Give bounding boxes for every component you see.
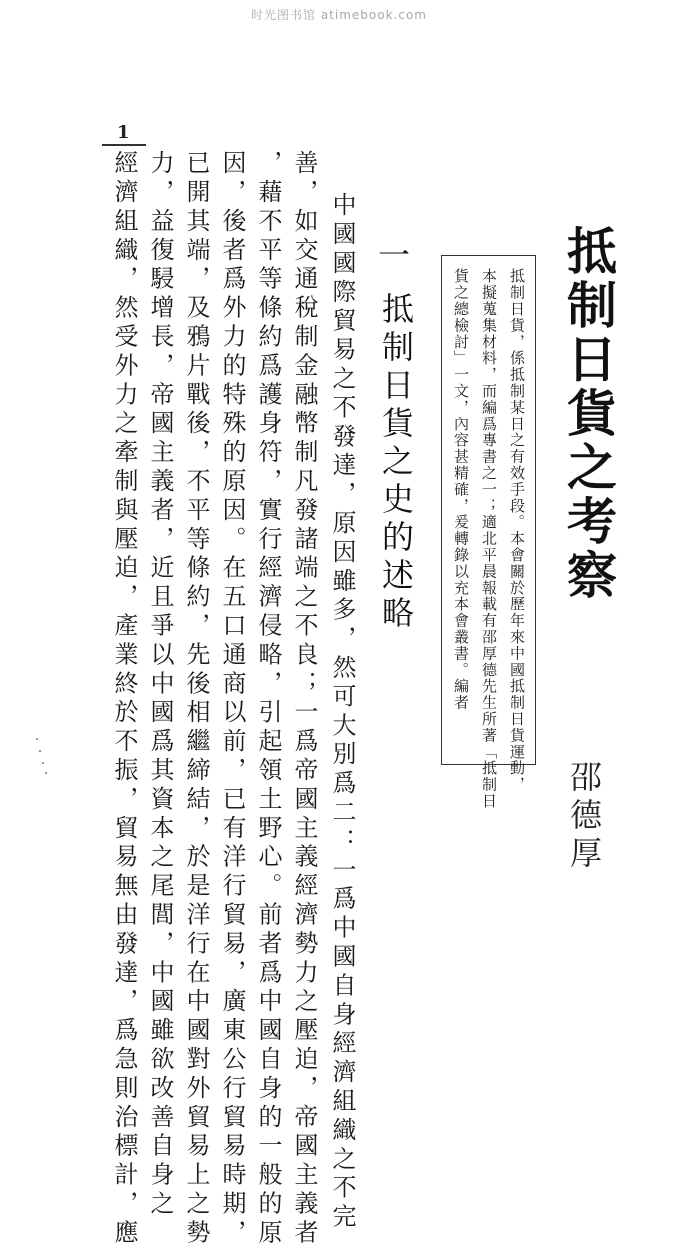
article-title: 抵制日貨之考察 [559,225,618,603]
editor-note-box [441,255,536,810]
page-number: 1 [117,122,130,143]
editor-note-line: 本擬蒐集材料，而編爲專書之一；適北平晨報載有邵厚德先生所著「抵制日 [480,268,498,810]
body-text-line: 善，如交通稅制金融幣制凡發諸端之不良；一爲帝國主義經濟勢力之壓迫，帝國主義者 [290,150,318,1248]
editor-note-line: 貨之總檢討」一文，內容甚精確，爰轉錄以充本會叢書。編者 [452,268,470,711]
section-title: 抵制日貨之史的述略 [377,292,415,634]
page-number-rule [102,144,146,146]
author-name: 邵德厚 [565,760,603,874]
editor-note-line: 抵制日貨，係抵制某日之有效手段。本會關於歷年來中國抵制日貨運動， [508,268,526,793]
section-number: 一 [373,238,411,270]
watermark-text: 时光图书馆 atimebook.com [251,8,427,22]
body-text-line: 經濟組織，然受外力之牽制與壓迫，產業終於不振，貿易無由發達，爲急則治標計，應 [110,150,138,1248]
margin-specks [36,738,50,778]
body-text-line: 中國國際貿易之不發達，原因雖多，然可大別爲二：一爲中國自身經濟組織之不完 [328,192,356,1233]
body-text-line: ，藉不平等條約爲護身符，實行經濟侵略，引起領土野心。前者爲中國自身的一般的原 [254,150,282,1248]
body-text-line: 因，後者爲外力的特殊的原因。在五口通商以前，已有洋行貿易，廣東公行貿易時期， [218,150,246,1248]
body-text-line: 已開其端，及鴉片戰後，不平等條約，先後相繼締結，於是洋行在中國對外貿易上之勢 [182,150,210,1248]
body-text-line: 力，益復駸增長，帝國主義者，近且爭以中國爲其資本之尾閭，中國雖欲改善自身之 [146,150,174,1220]
